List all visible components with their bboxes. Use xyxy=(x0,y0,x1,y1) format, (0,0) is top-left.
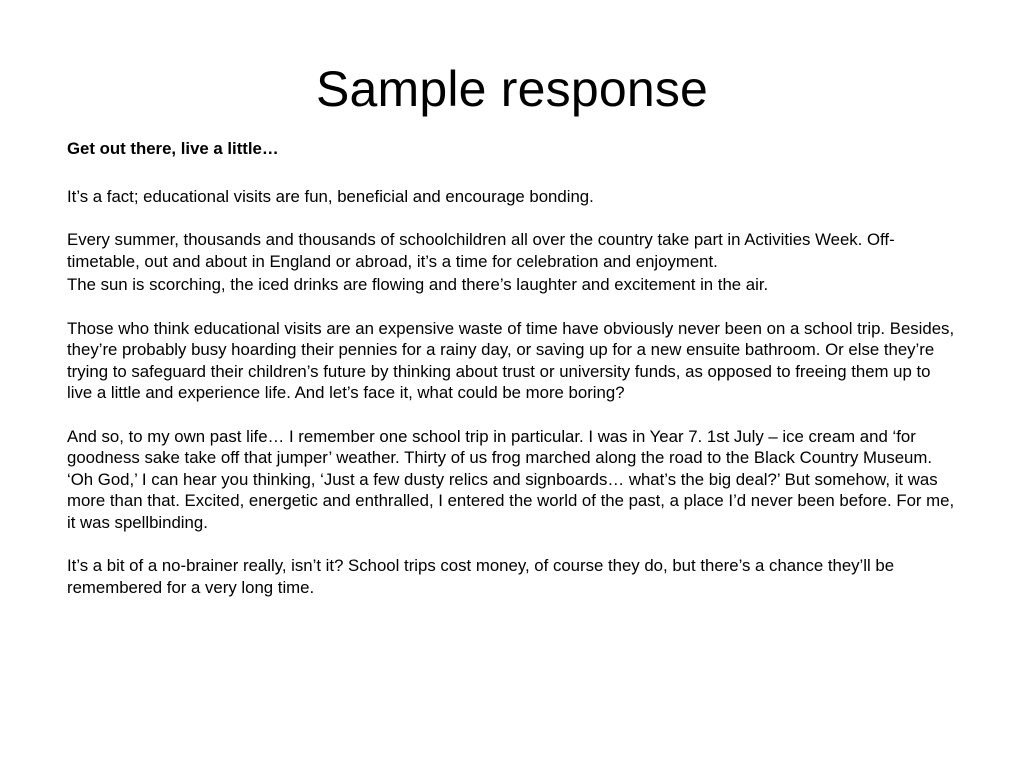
slide-body xyxy=(67,138,959,598)
paragraph-4: Those who think educational visits are an expensive waste of time have obviously never been on a school trip. Besides, they’re probably busy hoarding their pennies for a rainy day, or saving up for a new ensuite bathroom. Or else they’re trying to safeguard their children’s future by thinking about trust or university funds, as opposed to freeing them up to live a little and experience life. And let’s face it, what could be more boring? xyxy=(67,318,955,402)
paragraph-5: And so, to my own past life… I remember one school trip in particular. I was in Year 7. 1st July – ice cream and ‘for goodness sake take off that jumper’ weather. Thirty of us frog marched along the road to the Black Country Museum. ‘Oh God,’ I can hear you thinking, ‘Just a few dusty relics and signboards… what’s the big deal?’ But somehow, it was more than that. Excited, energetic and enthralled, I entered the world of the past, a place I’d never been before. For me, it was spellbinding. xyxy=(67,426,955,532)
essay-subtitle: Get out there, live a little… xyxy=(67,139,279,158)
paragraph-3: The sun is scorching, the iced drinks are flowing and there’s laughter and excitement in the air. xyxy=(67,275,769,294)
paragraph-6: It’s a bit of a no-brainer really, isn’t it? School trips cost money, of course they do, but there’s a chance they’ll be remembered for a very long time. xyxy=(67,556,895,597)
slide-title: Sample response xyxy=(315,61,709,117)
paragraph-1: It’s a fact; educational visits are fun, beneficial and encourage bonding. xyxy=(67,186,594,206)
paragraph-2: Every summer, thousands and thousands of schoolchildren all over the country take part in Activities Week. Off-timetable, out and about in England or abroad, it’s a time for celebration and enjoyment. xyxy=(67,230,895,271)
